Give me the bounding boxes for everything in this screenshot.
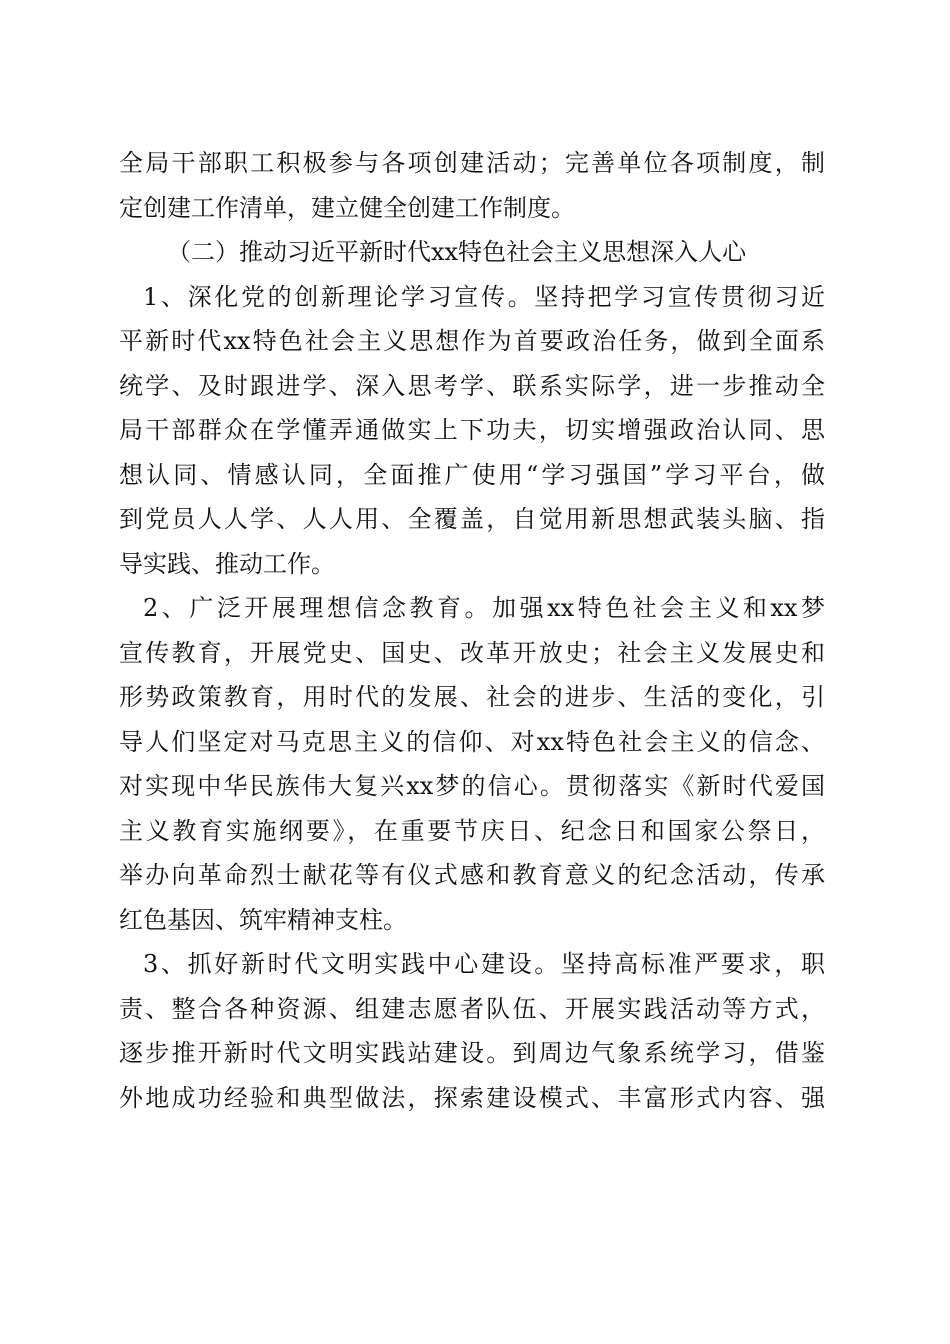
paragraph-line: 2、广泛开展理想信念教育。加强xx特色社会主义和xx梦 <box>143 594 825 622</box>
paragraph-line: 形势政策教育，用时代的发展、社会的进步、生活的变化，引 <box>119 683 825 711</box>
paragraph-line: 1、深化党的创新理论学习宣传。坚持把学习宣传贯彻习近 <box>143 282 825 311</box>
paragraph-line: 导实践、推动工作。 <box>119 549 335 578</box>
paragraph-line: 红色基因、筑牢精神支柱。 <box>119 905 407 934</box>
paragraph-line: 到党员人人学、人人用、全覆盖，自觉用新思想武装头脑、指 <box>119 505 825 533</box>
section-heading: （二）推动习近平新时代xx特色社会主义思想深入人心 <box>167 238 747 266</box>
paragraph-line: 全局干部职工积极参与各项创建活动；完善单位各项制度，制 <box>119 149 825 177</box>
paragraph-line: 对实现中华民族伟大复兴xx梦的信心。贯彻落实《新时代爱国 <box>119 772 825 800</box>
paragraph-line: 局干部群众在学懂弄通做实上下功夫，切实增强政治认同、思 <box>119 416 825 444</box>
paragraph-line: 逐步推开新时代文明实践站建设。到周边气象系统学习，借鉴 <box>119 1039 825 1067</box>
paragraph-line: 外地成功经验和典型做法，探索建设模式、丰富形式内容、强 <box>119 1083 825 1112</box>
paragraph-line: 平新时代xx特色社会主义思想作为首要政治任务，做到全面系 <box>119 327 825 355</box>
paragraph-line: 导人们坚定对马克思主义的信仰、对xx特色社会主义的信念、 <box>119 727 825 756</box>
paragraph-line: 责、整合各种资源、组建志愿者队伍、开展实践活动等方式， <box>119 994 825 1023</box>
paragraph-line: 想认同、情感认同，全面推广使用“学习强国”学习平台，做 <box>119 460 825 489</box>
paragraph-line: 举办向革命烈士献花等有仪式感和教育意义的纪念活动，传承 <box>119 861 825 889</box>
paragraph-line: 宣传教育，开展党史、国史、改革开放史；社会主义发展史和 <box>119 638 825 667</box>
paragraph-line: 3、抓好新时代文明实践中心建设。坚持高标准严要求，职 <box>143 950 825 978</box>
paragraph-line: 主义教育实施纲要》，在重要节庆日、纪念日和国家公祭日， <box>119 816 825 845</box>
document-body <box>119 141 825 1120</box>
paragraph-line: 统学、及时跟进学、深入思考学、联系实际学，进一步推动全 <box>119 371 825 400</box>
paragraph-line: 定创建工作清单，建立健全创建工作制度。 <box>119 193 575 222</box>
